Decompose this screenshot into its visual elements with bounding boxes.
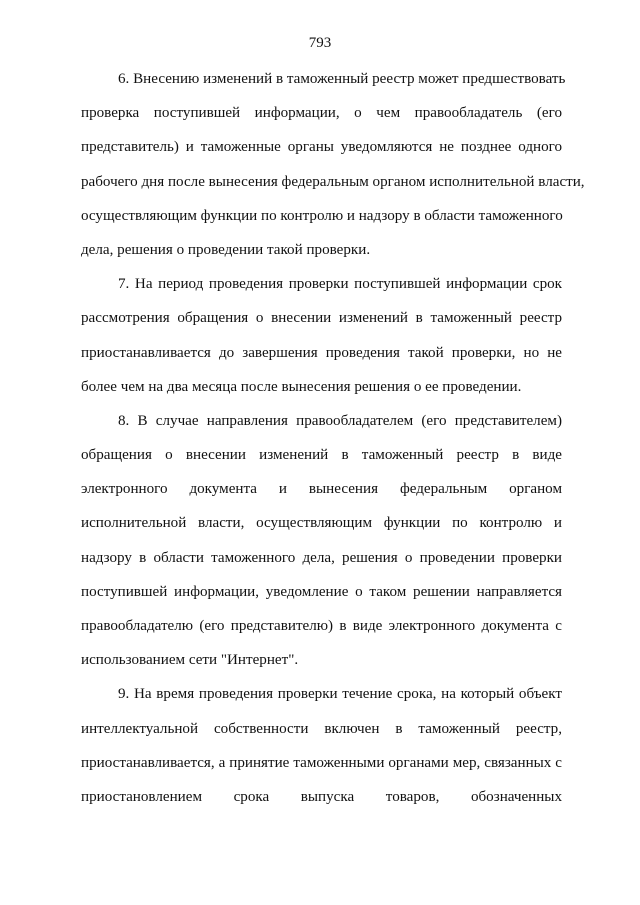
paragraph-7-line-1: 7. На период проведения проверки поступившей информации срок <box>118 276 562 293</box>
paragraph-8-line-3: электронного документа и вынесения федеральным органом <box>81 481 562 498</box>
paragraph-6-line-6: дела, решения о проведении такой проверки. <box>81 241 371 258</box>
paragraph-6-line-2: проверка поступившей информации, о чем правообладатель (его <box>81 105 562 122</box>
paragraph-9-line-4: приостановлением срока выпуска товаров, обозначенных <box>81 788 562 805</box>
document-body <box>81 69 585 821</box>
paragraph-7-line-3: приостанавливается до завершения проведения такой проверки, но не <box>81 344 562 361</box>
paragraph-9-line-1: 9. На время проведения проверки течение срока, на который объект <box>118 686 562 703</box>
paragraph-8-line-2: обращения о внесении изменений в таможенный реестр в виде <box>81 447 562 464</box>
paragraph-9-line-2: интеллектуальной собственности включен в таможенный реестр, <box>81 720 562 737</box>
paragraph-8-line-5: надзору в области таможенного дела, решения о проведении проверки <box>81 549 562 566</box>
paragraph-6-line-1: 6. Внесению изменений в таможенный реестр может предшествовать <box>118 71 566 87</box>
paragraph-8-line-7: правообладателю (его представителю) в виде электронного документа с <box>81 618 562 634</box>
paragraph-8-line-1: 8. В случае направления правообладателем (его представителем) <box>118 412 562 429</box>
paragraph-7-line-4: более чем на два месяца после вынесения решения о ее проведении. <box>81 378 522 395</box>
paragraph-8-line-6: поступившей информации, уведомление о таком решении направляется <box>81 583 562 600</box>
paragraph-8-line-4: исполнительной власти, осуществляющим функции по контролю и <box>81 515 562 532</box>
paragraph-8-line-8: использованием сети "Интернет". <box>81 652 299 669</box>
paragraph-6-line-4: рабочего дня после вынесения федеральным органом исполнительной власти, <box>81 173 585 190</box>
paragraph-6-line-3: представитель) и таможенные органы уведомляются не позднее одного <box>81 139 562 156</box>
page-number: 793 <box>308 35 332 51</box>
paragraph-9-line-3: приостанавливается, а принятие таможенными органами мер, связанных с <box>81 754 562 771</box>
paragraph-6-line-5: осуществляющим функции по контролю и надзору в области таможенного <box>81 207 563 224</box>
paragraph-7-line-2: рассмотрения обращения о внесении изменений в таможенный реестр <box>81 310 562 327</box>
